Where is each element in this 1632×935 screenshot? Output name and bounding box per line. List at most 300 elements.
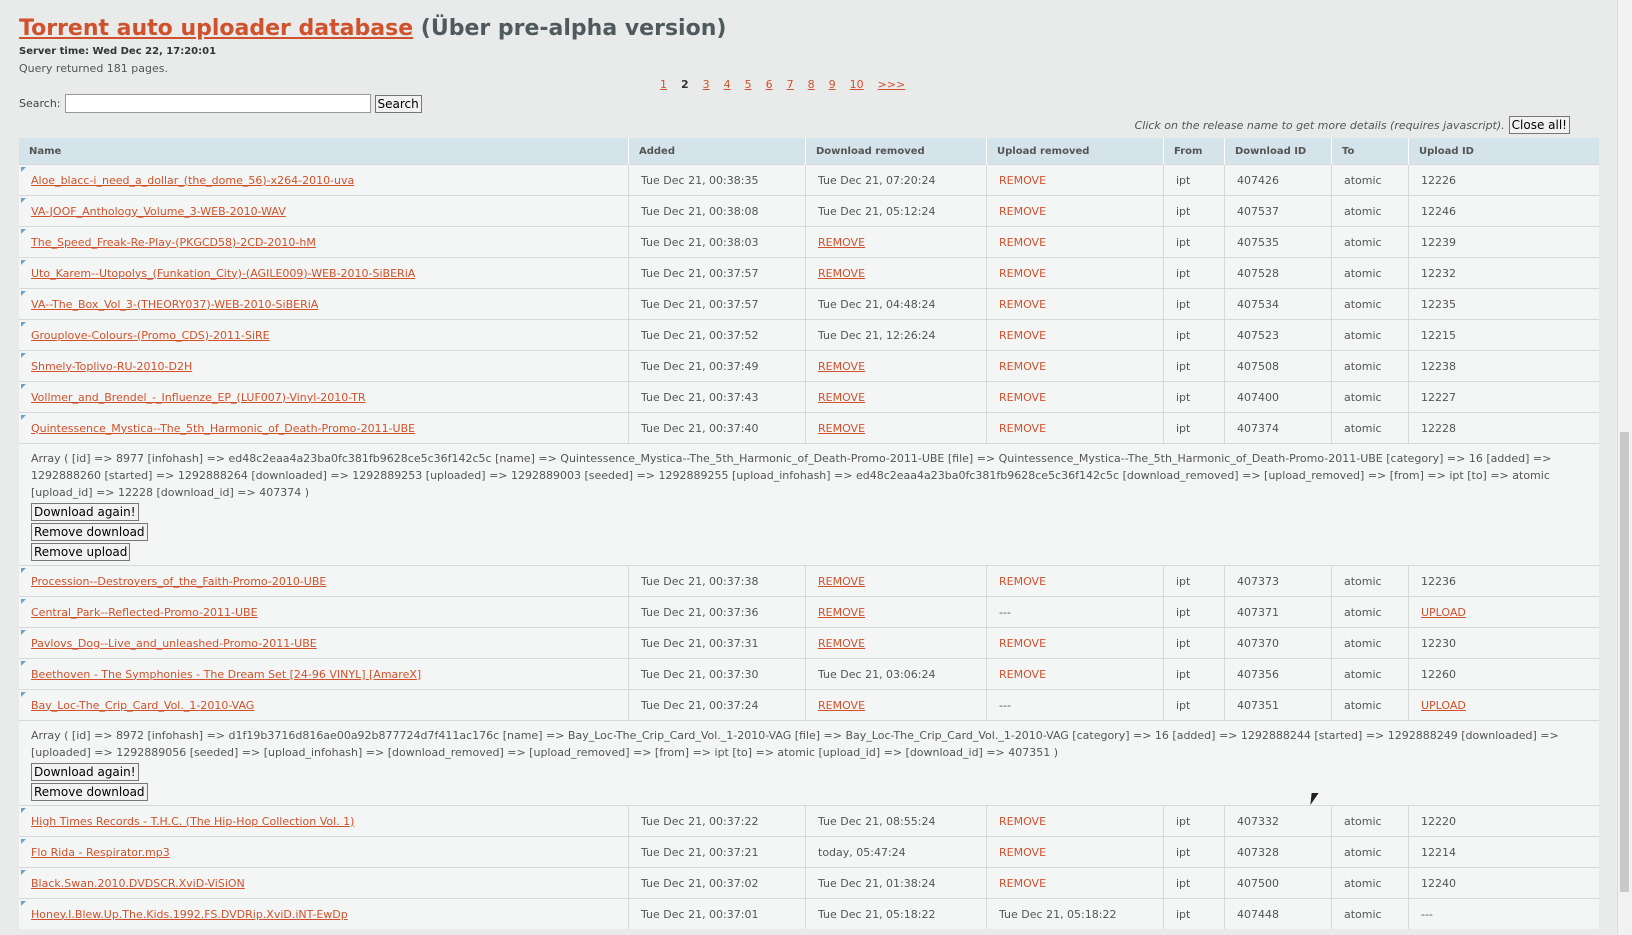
from-cell: [1164, 659, 1225, 690]
upload-id-cell: [1409, 165, 1600, 196]
download-id-cell: [1225, 659, 1332, 690]
download-removed-cell-value: Tue Dec 21, 12:26:24: [818, 328, 936, 342]
download-id-cell-value: 407371: [1237, 605, 1279, 619]
upload-id-cell: [1409, 899, 1600, 930]
page-link-6[interactable]: 6: [765, 78, 773, 91]
release-name-link[interactable]: Honey.I.Blew.Up.The.Kids.1992.FS.DVDRip.XviD.iNT-EwDp: [31, 907, 348, 921]
close-all-button[interactable]: Close all!: [1509, 116, 1570, 134]
remove-link[interactable]: REMOVE: [818, 421, 866, 435]
upload-removed-cell-value[interactable]: REMOVE: [999, 173, 1047, 187]
page-link-5[interactable]: 5: [744, 78, 752, 91]
to-cell: [1332, 659, 1409, 690]
added-cell-value: Tue Dec 21, 00:37:57: [641, 297, 759, 311]
upload-removed-cell: [987, 899, 1164, 930]
upload-id-cell: [1409, 258, 1600, 289]
release-name: [19, 351, 629, 382]
to-cell-value: atomic: [1344, 605, 1382, 619]
table-row: [19, 659, 1599, 690]
table-row: [19, 382, 1599, 413]
query-count: Query returned 181 pages.: [19, 62, 168, 75]
added-cell-value: Tue Dec 21, 00:37:38: [641, 574, 759, 588]
search-label: Search:: [19, 97, 61, 110]
to-cell-value: atomic: [1344, 636, 1382, 650]
upload-removed-cell-value[interactable]: REMOVE: [999, 814, 1047, 828]
download-id-cell: [1225, 628, 1332, 659]
to-cell: [1332, 806, 1409, 837]
remove-link[interactable]: REMOVE: [818, 636, 866, 650]
from-cell: [1164, 413, 1225, 444]
to-cell-value: atomic: [1344, 574, 1382, 588]
release-name: [19, 837, 629, 868]
release-name-link[interactable]: Grouplove-Colours-(Promo_CDS)-2011-SiRE: [31, 328, 270, 342]
added-cell-value: Tue Dec 21, 00:37:52: [641, 328, 759, 342]
to-cell-value: atomic: [1344, 667, 1382, 681]
from-cell: [1164, 597, 1225, 628]
table-row: [19, 597, 1599, 628]
to-cell: [1332, 868, 1409, 899]
from-cell-value: ipt: [1176, 814, 1191, 828]
to-cell: [1332, 320, 1409, 351]
to-cell-value: atomic: [1344, 204, 1382, 218]
server-time: Server time: Wed Dec 22, 17:20:01: [19, 46, 217, 57]
release-name: [19, 413, 629, 444]
scrollbar[interactable]: [1617, 0, 1632, 935]
release-name: [19, 806, 629, 837]
upload-removed-cell-value[interactable]: REMOVE: [999, 266, 1047, 280]
download-removed-cell-value: Tue Dec 21, 03:06:24: [818, 667, 936, 681]
release-name: [19, 899, 629, 930]
upload-removed-cell: [987, 320, 1164, 351]
table-row: [19, 690, 1599, 721]
upload-id-cell-value: 12235: [1421, 297, 1456, 311]
upload-id-cell: [1409, 351, 1600, 382]
detail-row: [19, 721, 1599, 806]
added-cell-value: Tue Dec 21, 00:37:30: [641, 667, 759, 681]
col-added: Added: [629, 138, 806, 165]
upload-removed-cell-value: Tue Dec 21, 05:18:22: [999, 907, 1117, 921]
release-name: [19, 196, 629, 227]
upload-removed-cell: [987, 382, 1164, 413]
download-removed-cell: [806, 320, 987, 351]
from-cell: [1164, 196, 1225, 227]
download-again-button[interactable]: Download again!: [31, 503, 139, 521]
upload-removed-cell: [987, 597, 1164, 628]
to-cell-value: atomic: [1344, 814, 1382, 828]
release-name-link[interactable]: Aloe_blacc-i_need_a_dollar_(the_dome_56)-x264-2010-uva: [31, 173, 355, 187]
added-cell-value: Tue Dec 21, 00:37:24: [641, 698, 759, 712]
upload-removed-cell: [987, 165, 1164, 196]
download-id-cell: [1225, 868, 1332, 899]
page-link-1[interactable]: 1: [660, 78, 667, 91]
added-cell-value: Tue Dec 21, 00:37:40: [641, 421, 759, 435]
download-id-cell: [1225, 690, 1332, 721]
upload-id-cell: [1409, 690, 1600, 721]
added-cell: [629, 227, 806, 258]
detail-row: [19, 444, 1599, 566]
release-name-link[interactable]: Flo Rida - Respirator.mp3: [31, 845, 170, 859]
col-download-id: Download ID: [1225, 138, 1332, 165]
upload-removed-cell-value[interactable]: REMOVE: [999, 390, 1047, 404]
search-input[interactable]: [65, 94, 371, 113]
upload-id-cell-value: 12214: [1421, 845, 1456, 859]
upload-id-cell: [1409, 196, 1600, 227]
download-removed-cell: [806, 659, 987, 690]
upload-id-cell-value: 12230: [1421, 636, 1456, 650]
release-name-link[interactable]: Black.Swan.2010.DVDSCR.XviD-ViSiON: [31, 876, 245, 890]
upload-id-cell: [1409, 413, 1600, 444]
col-name: Name: [19, 138, 629, 165]
col-from: From: [1164, 138, 1225, 165]
to-cell-value: atomic: [1344, 328, 1382, 342]
to-cell: [1332, 628, 1409, 659]
upload-id-cell: [1409, 289, 1600, 320]
from-cell: [1164, 227, 1225, 258]
upload-removed-cell-value[interactable]: REMOVE: [999, 845, 1047, 859]
upload-id-cell-value: 12228: [1421, 421, 1456, 435]
upload-removed-cell: [987, 806, 1164, 837]
added-cell: [629, 413, 806, 444]
page-link-next[interactable]: >>>: [877, 78, 906, 91]
from-cell: [1164, 382, 1225, 413]
upload-id-cell: [1409, 382, 1600, 413]
upload-link[interactable]: UPLOAD: [1421, 605, 1466, 619]
upload-removed-cell: [987, 196, 1164, 227]
to-cell: [1332, 413, 1409, 444]
upload-id-cell: [1409, 628, 1600, 659]
download-removed-cell-value: Tue Dec 21, 07:20:24: [818, 173, 936, 187]
added-cell-value: Tue Dec 21, 00:37:02: [641, 876, 759, 890]
table-header-row: [19, 138, 1599, 165]
download-id-cell-value: 407508: [1237, 359, 1279, 373]
added-cell: [629, 258, 806, 289]
upload-id-cell-value: 12260: [1421, 667, 1456, 681]
col-upload-removed: Upload removed: [987, 138, 1164, 165]
from-cell-value: ipt: [1176, 907, 1191, 921]
download-id-cell: [1225, 899, 1332, 930]
upload-id-cell: [1409, 227, 1600, 258]
download-removed-cell-value: Tue Dec 21, 01:38:24: [818, 876, 936, 890]
upload-id-cell-value: ---: [1421, 907, 1433, 921]
upload-id-cell-value: 12220: [1421, 814, 1456, 828]
table-row: [19, 351, 1599, 382]
from-cell-value: ipt: [1176, 359, 1191, 373]
remove-link[interactable]: REMOVE: [818, 359, 866, 373]
download-id-cell: [1225, 837, 1332, 868]
to-cell-value: atomic: [1344, 876, 1382, 890]
upload-removed-cell: [987, 628, 1164, 659]
download-id-cell-value: 407523: [1237, 328, 1279, 342]
upload-id-cell-value: 12239: [1421, 235, 1456, 249]
to-cell-value: atomic: [1344, 235, 1382, 249]
upload-removed-cell: [987, 351, 1164, 382]
from-cell-value: ipt: [1176, 204, 1191, 218]
download-id-cell: [1225, 258, 1332, 289]
page-link-3[interactable]: 3: [702, 78, 710, 91]
upload-id-cell-value: 12238: [1421, 359, 1456, 373]
to-cell-value: atomic: [1344, 297, 1382, 311]
upload-removed-cell: [987, 413, 1164, 444]
added-cell: [629, 690, 806, 721]
from-cell: [1164, 628, 1225, 659]
upload-removed-cell: [987, 690, 1164, 721]
download-id-cell-value: 407374: [1237, 421, 1279, 435]
release-name: [19, 597, 629, 628]
upload-id-cell: [1409, 566, 1600, 597]
download-removed-cell: [806, 868, 987, 899]
release-name-link[interactable]: VA--The_Box_Vol_3-(THEORY037)-WEB-2010-SiBERiA: [31, 297, 319, 311]
remove-link[interactable]: REMOVE: [818, 574, 866, 588]
added-cell-value: Tue Dec 21, 00:37:36: [641, 605, 759, 619]
added-cell: [629, 899, 806, 930]
added-cell: [629, 320, 806, 351]
added-cell: [629, 868, 806, 899]
search-button[interactable]: Search: [375, 95, 422, 113]
from-cell-value: ipt: [1176, 235, 1191, 249]
to-cell-value: atomic: [1344, 421, 1382, 435]
download-id-cell: [1225, 351, 1332, 382]
download-id-cell-value: 407500: [1237, 876, 1279, 890]
page-link-4[interactable]: 4: [723, 78, 731, 91]
title-suffix: (Über pre-alpha version): [420, 16, 727, 41]
download-removed-cell: [806, 413, 987, 444]
to-cell-value: atomic: [1344, 390, 1382, 404]
remove-link[interactable]: REMOVE: [818, 235, 866, 249]
to-cell: [1332, 258, 1409, 289]
download-id-cell-value: 407373: [1237, 574, 1279, 588]
release-name: [19, 320, 629, 351]
upload-removed-cell-value[interactable]: REMOVE: [999, 359, 1047, 373]
added-cell: [629, 165, 806, 196]
from-cell: [1164, 837, 1225, 868]
upload-removed-cell: [987, 566, 1164, 597]
upload-id-cell-value: 12236: [1421, 574, 1456, 588]
added-cell-value: Tue Dec 21, 00:37:22: [641, 814, 759, 828]
upload-removed-cell-value[interactable]: REMOVE: [999, 204, 1047, 218]
upload-removed-cell-value[interactable]: REMOVE: [999, 328, 1047, 342]
upload-id-cell-value: 12215: [1421, 328, 1456, 342]
upload-id-cell-value: 12232: [1421, 266, 1456, 280]
from-cell-value: ipt: [1176, 605, 1191, 619]
release-name-link[interactable]: Central_Park--Reflected-Promo-2011-UBE: [31, 605, 258, 619]
added-cell-value: Tue Dec 21, 00:37:43: [641, 390, 759, 404]
to-cell: [1332, 289, 1409, 320]
from-cell-value: ipt: [1176, 173, 1191, 187]
added-cell-value: Tue Dec 21, 00:37:57: [641, 266, 759, 280]
upload-id-cell: [1409, 659, 1600, 690]
upload-id-cell: [1409, 320, 1600, 351]
download-removed-cell: [806, 628, 987, 659]
to-cell: [1332, 227, 1409, 258]
upload-id-cell: [1409, 837, 1600, 868]
page-current: 2: [681, 78, 689, 91]
added-cell: [629, 382, 806, 413]
release-name-link[interactable]: VA-JOOF_Anthology_Volume_3-WEB-2010-WAV: [31, 204, 286, 218]
release-name-link[interactable]: Uto_Karem--Utopolys_(Funkation_City)-(AGILE009)-WEB-2010-SiBERiA: [31, 266, 416, 280]
download-id-cell: [1225, 320, 1332, 351]
from-cell-value: ipt: [1176, 876, 1191, 890]
release-name-link[interactable]: Procession--Destroyers_of_the_Faith-Promo-2010-UBE: [31, 574, 327, 588]
remove-upload-button[interactable]: Remove upload: [31, 543, 130, 561]
from-cell-value: ipt: [1176, 698, 1191, 712]
table-row: [19, 806, 1599, 837]
from-cell-value: ipt: [1176, 328, 1191, 342]
upload-removed-cell-value[interactable]: REMOVE: [999, 667, 1047, 681]
added-cell-value: Tue Dec 21, 00:37:31: [641, 636, 759, 650]
upload-removed-cell-value: ---: [999, 605, 1011, 619]
upload-removed-cell-value[interactable]: REMOVE: [999, 574, 1047, 588]
hint-bar: [1135, 116, 1570, 134]
release-name-link[interactable]: The_Speed_Freak-Re-Play-(PKGCD58)-2CD-2010-hM: [31, 235, 316, 249]
download-removed-cell: [806, 196, 987, 227]
to-cell-value: atomic: [1344, 698, 1382, 712]
remove-link[interactable]: REMOVE: [818, 266, 866, 280]
pagination: [660, 78, 919, 91]
release-name: [19, 165, 629, 196]
page-link-10[interactable]: 10: [849, 78, 864, 91]
table-row: [19, 196, 1599, 227]
remove-link[interactable]: REMOVE: [818, 605, 866, 619]
from-cell-value: ipt: [1176, 297, 1191, 311]
table-row: [19, 566, 1599, 597]
release-name: [19, 690, 629, 721]
upload-removed-cell-value[interactable]: REMOVE: [999, 876, 1047, 890]
added-cell: [629, 196, 806, 227]
to-cell: [1332, 165, 1409, 196]
added-cell-value: Tue Dec 21, 00:38:03: [641, 235, 759, 249]
search-form: [19, 94, 422, 113]
release-name: [19, 289, 629, 320]
table-row: [19, 165, 1599, 196]
from-cell: [1164, 806, 1225, 837]
upload-removed-cell: [987, 868, 1164, 899]
release-name-link[interactable]: Shmely-Toplivo-RU-2010-D2H: [31, 359, 193, 373]
release-name-link[interactable]: High Times Records - T.H.C. (The Hip-Hop Collection Vol. 1): [31, 814, 355, 828]
table-row: [19, 320, 1599, 351]
title-link[interactable]: Torrent auto uploader database: [19, 16, 414, 41]
upload-id-cell-value: 12240: [1421, 876, 1456, 890]
download-removed-cell: [806, 165, 987, 196]
from-cell-value: ipt: [1176, 845, 1191, 859]
download-again-button[interactable]: Download again!: [31, 763, 139, 781]
release-name-link[interactable]: Quintessence_Mystica--The_5th_Harmonic_of_Death-Promo-2011-UBE: [31, 421, 416, 435]
from-cell: [1164, 566, 1225, 597]
from-cell: [1164, 899, 1225, 930]
download-removed-cell: [806, 382, 987, 413]
upload-link[interactable]: UPLOAD: [1421, 698, 1466, 712]
col-to: To: [1332, 138, 1409, 165]
to-cell-value: atomic: [1344, 359, 1382, 373]
remove-download-button[interactable]: Remove download: [31, 523, 148, 541]
release-name-link[interactable]: Pavlovs_Dog--Live_and_unleashed-Promo-2011-UBE: [31, 636, 317, 650]
releases-table: [19, 138, 1599, 929]
added-cell-value: Tue Dec 21, 00:37:49: [641, 359, 759, 373]
download-id-cell-value: 407535: [1237, 235, 1279, 249]
upload-removed-cell-value[interactable]: REMOVE: [999, 636, 1047, 650]
download-removed-cell-value: Tue Dec 21, 05:12:24: [818, 204, 936, 218]
page-link-8[interactable]: 8: [807, 78, 815, 91]
from-cell: [1164, 868, 1225, 899]
download-id-cell-value: 407328: [1237, 845, 1279, 859]
download-removed-cell: [806, 351, 987, 382]
download-removed-cell-value: today, 05:47:24: [818, 845, 906, 859]
from-cell-value: ipt: [1176, 636, 1191, 650]
upload-removed-cell-value[interactable]: REMOVE: [999, 421, 1047, 435]
release-name: [19, 659, 629, 690]
to-cell: [1332, 690, 1409, 721]
upload-id-cell-value: 12227: [1421, 390, 1456, 404]
added-cell-value: Tue Dec 21, 00:38:35: [641, 173, 759, 187]
download-removed-cell: [806, 837, 987, 868]
download-id-cell: [1225, 413, 1332, 444]
download-id-cell: [1225, 289, 1332, 320]
hint-text: Click on the release name to get more details (requires javascript).: [1134, 118, 1505, 132]
release-name: [19, 566, 629, 597]
col-upload-id: Upload ID: [1409, 138, 1600, 165]
upload-removed-cell-value[interactable]: REMOVE: [999, 235, 1047, 249]
page-title: [19, 16, 726, 41]
remove-download-button[interactable]: Remove download: [31, 783, 148, 801]
to-cell-value: atomic: [1344, 173, 1382, 187]
upload-id-cell: [1409, 806, 1600, 837]
table-row: [19, 628, 1599, 659]
table-row: [19, 899, 1599, 930]
upload-removed-cell-value[interactable]: REMOVE: [999, 297, 1047, 311]
download-removed-cell: [806, 597, 987, 628]
detail-panel: [19, 444, 1599, 566]
download-removed-cell: [806, 899, 987, 930]
download-removed-cell: [806, 566, 987, 597]
download-id-cell: [1225, 227, 1332, 258]
download-removed-cell: [806, 806, 987, 837]
download-id-cell-value: 407356: [1237, 667, 1279, 681]
page-link-9[interactable]: 9: [828, 78, 836, 91]
download-id-cell-value: 407400: [1237, 390, 1279, 404]
download-id-cell-value: 407426: [1237, 173, 1279, 187]
from-cell: [1164, 690, 1225, 721]
upload-id-cell: [1409, 597, 1600, 628]
download-removed-cell-value: Tue Dec 21, 05:18:22: [818, 907, 936, 921]
upload-removed-cell: [987, 659, 1164, 690]
remove-link[interactable]: REMOVE: [818, 698, 866, 712]
added-cell: [629, 566, 806, 597]
upload-id-cell-value: 12226: [1421, 173, 1456, 187]
from-cell: [1164, 320, 1225, 351]
release-name-link[interactable]: Beethoven - The Symphonies - The Dream Set [24-96 VINYL] [AmareX]: [31, 667, 422, 681]
detail-panel: [19, 721, 1599, 806]
added-cell: [629, 351, 806, 382]
from-cell-value: ipt: [1176, 421, 1191, 435]
from-cell: [1164, 258, 1225, 289]
to-cell: [1332, 382, 1409, 413]
release-name-link[interactable]: Vollmer_and_Brendel_-_Influenze_EP_(LUF007)-Vinyl-2010-TR: [31, 390, 366, 404]
col-download-removed: Download removed: [806, 138, 987, 165]
table-row: [19, 227, 1599, 258]
to-cell-value: atomic: [1344, 845, 1382, 859]
added-cell: [629, 837, 806, 868]
page-link-7[interactable]: 7: [786, 78, 794, 91]
added-cell: [629, 806, 806, 837]
added-cell-value: Tue Dec 21, 00:37:01: [641, 907, 759, 921]
table-row: [19, 258, 1599, 289]
remove-link[interactable]: REMOVE: [818, 390, 866, 404]
added-cell: [629, 628, 806, 659]
to-cell: [1332, 566, 1409, 597]
to-cell: [1332, 597, 1409, 628]
scrollbar-thumb[interactable]: [1620, 432, 1629, 892]
to-cell-value: atomic: [1344, 907, 1382, 921]
from-cell-value: ipt: [1176, 390, 1191, 404]
release-name-link[interactable]: Bay_Loc-The_Crip_Card_Vol._1-2010-VAG: [31, 698, 255, 712]
